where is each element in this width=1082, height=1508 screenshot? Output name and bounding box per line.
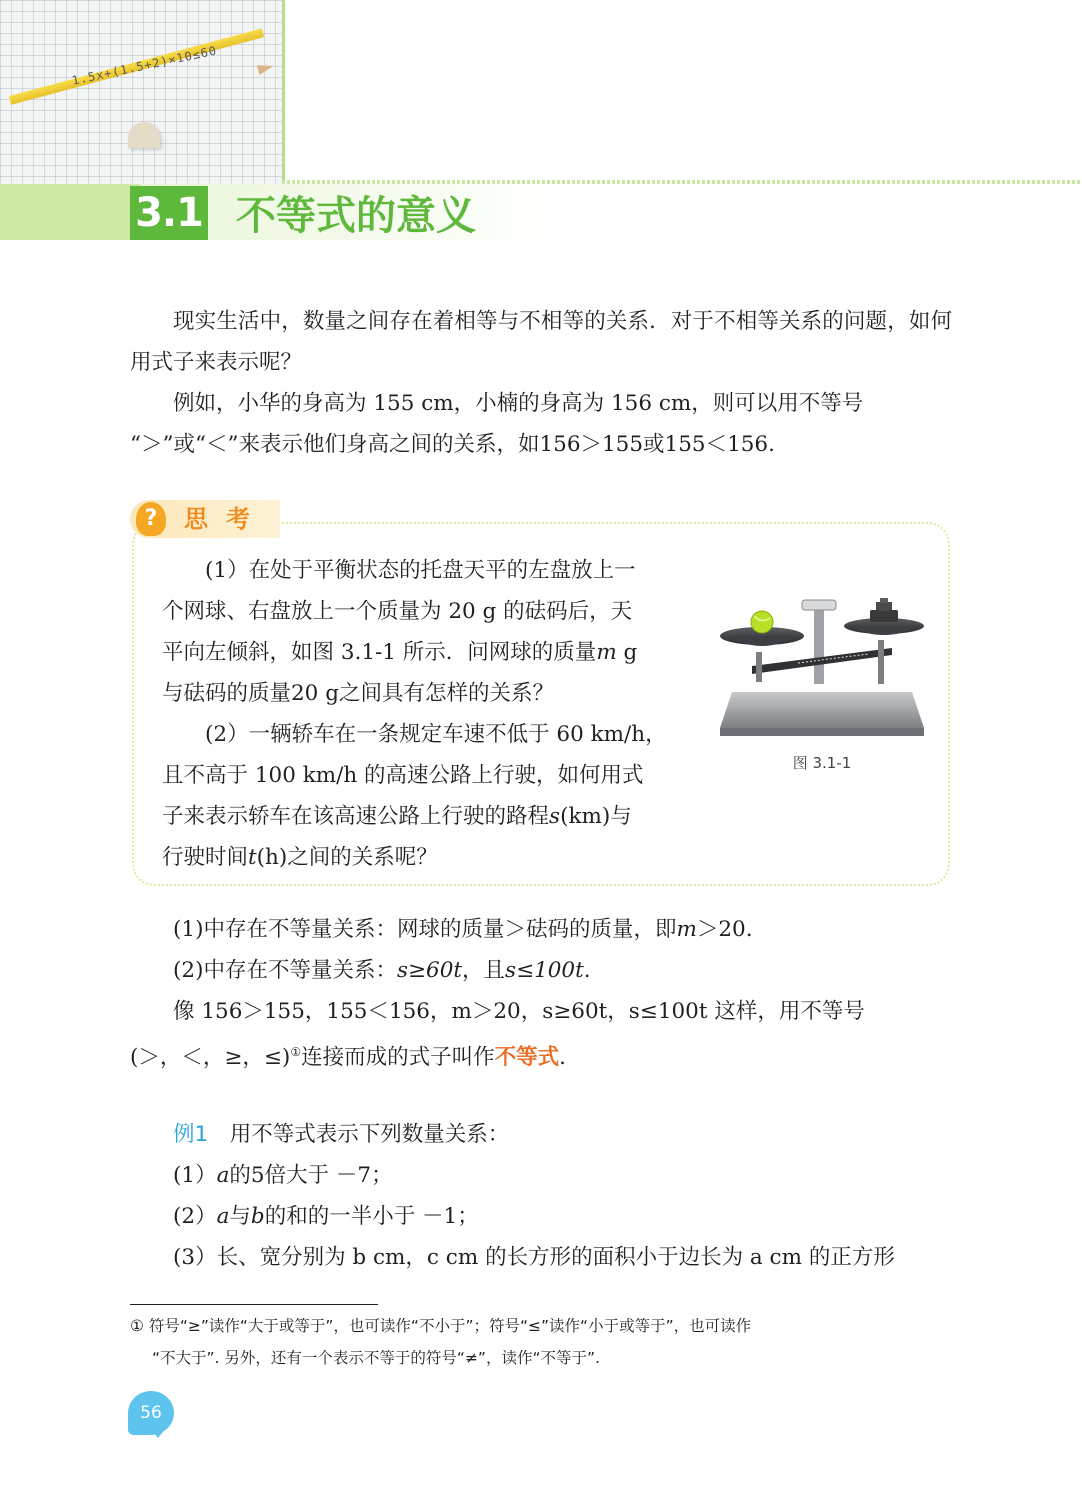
think-label: 思考 [184,505,268,533]
header-photo [0,0,282,184]
example-item-1: (1）a的5倍大于 －7； [173,1163,393,1188]
figure-caption: 图 3.1-1 [792,754,852,772]
header-divider [282,0,285,184]
pencil-tip [257,61,275,75]
balance-scale-figure [718,592,926,742]
intro-paragraph-1: 现实生活中，数量之间存在着相等与不相等的关系．对于不相等关系的问题，如何用式子来表示呢？ [130,309,952,375]
answer-1: (1)中存在不等量关系：网球的质量＞砝码的质量，即m＞20. [173,917,753,942]
think-q2-line1: (2）一辆轿车在一条规定车速不低于 60 km/h， [205,722,667,747]
example-heading: 例1 用不等式表示下列数量关系： [173,1122,510,1147]
section-number: 3.1 [130,186,208,240]
intro-paragraph-2b: “＞”或“＜”来表示他们身高之间的关系，如156＞155或155＜156. [130,432,775,457]
fulcrum-illustration [128,122,160,148]
page-badge-tail [150,1428,166,1438]
example-item-3: (3）长、宽分别为 b cm，c cm 的长方形的面积小于边长为 a cm 的正方形 [173,1245,895,1270]
definition-line-2: (＞，＜，≥，≤)①连接而成的式子叫作不等式. [130,1045,566,1071]
footnote-line-2: “不大于”. 另外，还有一个表示不等于的符号“≠”，读作“不等于”. [152,1349,600,1367]
photo-formula: 1.5x+(1.5+2)×10≤60 [70,43,219,88]
defined-term: 不等式 [494,1045,560,1071]
think-q2-line2: 且不高于 100 km/h 的高速公路上行驶，如何用式 [162,763,644,788]
definition-line-1: 像 156＞155，155＜156，m＞20，s≥60t，s≤100t 这样，用不等号 [173,999,865,1024]
think-q2-line3: 子来表示轿车在该高速公路上行驶的路程s(km)与 [162,804,632,829]
section-title: 不等式的意义 [236,193,476,239]
lightbulb-question-icon: ? [136,502,166,536]
example-item-2: (2）a与b的和的一半小于 －1； [173,1204,479,1229]
example-label: 例1 [173,1122,209,1147]
footnote-ref[interactable]: ① [290,1045,302,1059]
think-q1-line2: 个网球、右盘放上一个质量为 20 g 的砝码后，天 [162,599,633,624]
think-q1-line3: 平向左倾斜，如图 3.1-1 所示．问网球的质量m g [162,640,638,665]
footnote-line-1: ① 符号“≥”读作“大于或等于”，也可读作“不小于”；符号“≤”读作“小于或等于”，也可读作 [130,1317,752,1335]
footnote-rule [130,1304,378,1305]
header-band [0,184,140,240]
think-q2-line4: 行驶时间t(h)之间的关系呢？ [162,845,438,870]
page-number: 56 [128,1391,174,1435]
think-q1-line1: (1）在处于平衡状态的托盘天平的左盘放上一 [205,558,636,583]
think-q1-line4: 与砝码的质量20 g之间具有怎样的关系？ [162,681,554,706]
answer-2: (2)中存在不等量关系：s≥60t，且s≤100t. [173,958,591,983]
intro-paragraph-2a: 例如，小华的身高为 155 cm，小楠的身高为 156 cm，则可以用不等号 [173,391,864,416]
